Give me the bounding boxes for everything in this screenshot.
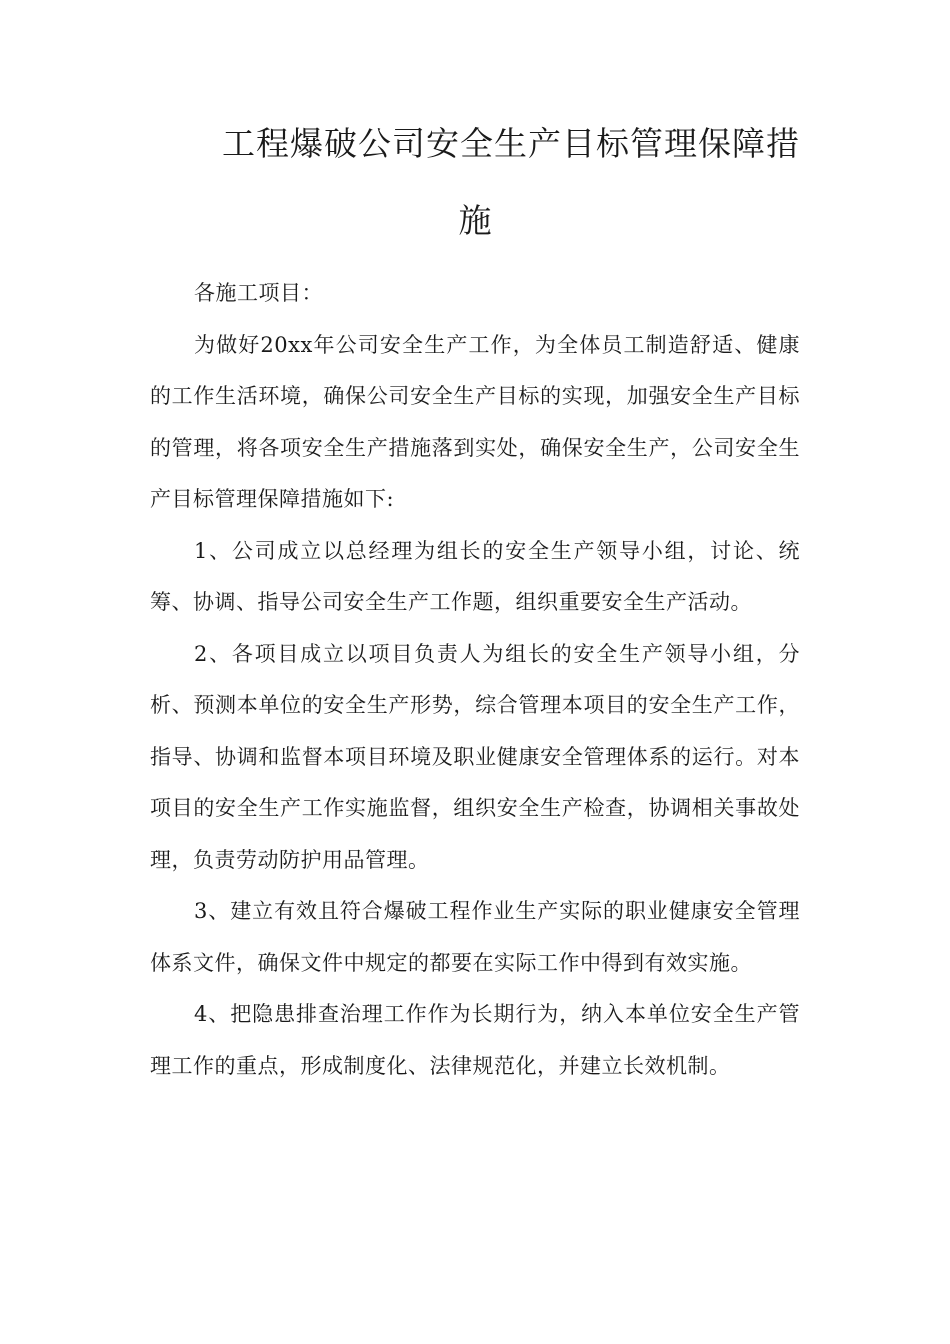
intro-paragraph: 为做好20xx年公司安全生产工作，为全体员工制造舒适、健康的工作生活环境，确保公司安全生产目标的实现，加强安全生产目标的管理，将各项安全生产措施落到实处，确保安全生产，公司安全生产目标管理保障措施如下: <box>150 332 800 511</box>
measure-item-3: 3、建立有效且符合爆破工程作业生产实际的职业健康安全管理体系文件，确保文件中规定的都要在实际工作中得到有效实施。 <box>150 899 800 975</box>
document-body <box>150 268 800 1092</box>
measure-item-4: 4、把隐患排查治理工作作为长期行为，纳入本单位安全生产管理工作的重点，形成制度化、法律规范化，并建立长效机制。 <box>150 1002 800 1078</box>
measure-item-2: 2、各项目成立以项目负责人为组长的安全生产领导小组，分析、预测本单位的安全生产形势，综合管理本项目的安全生产工作，指导、协调和监督本项目环境及职业健康安全管理体系的运行。对本项目的安全生产工作实施监督，组织安全生产检查，协调相关事故处理，负责劳动防护用品管理。 <box>150 641 800 872</box>
document-title-line-1: 工程爆破公司安全生产目标管理保障措 <box>222 124 800 163</box>
measure-item-1: 1、公司成立以总经理为组长的安全生产领导小组，讨论、统筹、协调、指导公司安全生产工作题，组织重要安全生产活动。 <box>150 538 800 614</box>
document-title-line-2: 施 <box>458 201 492 240</box>
salutation: 各施工项目： <box>194 281 323 305</box>
